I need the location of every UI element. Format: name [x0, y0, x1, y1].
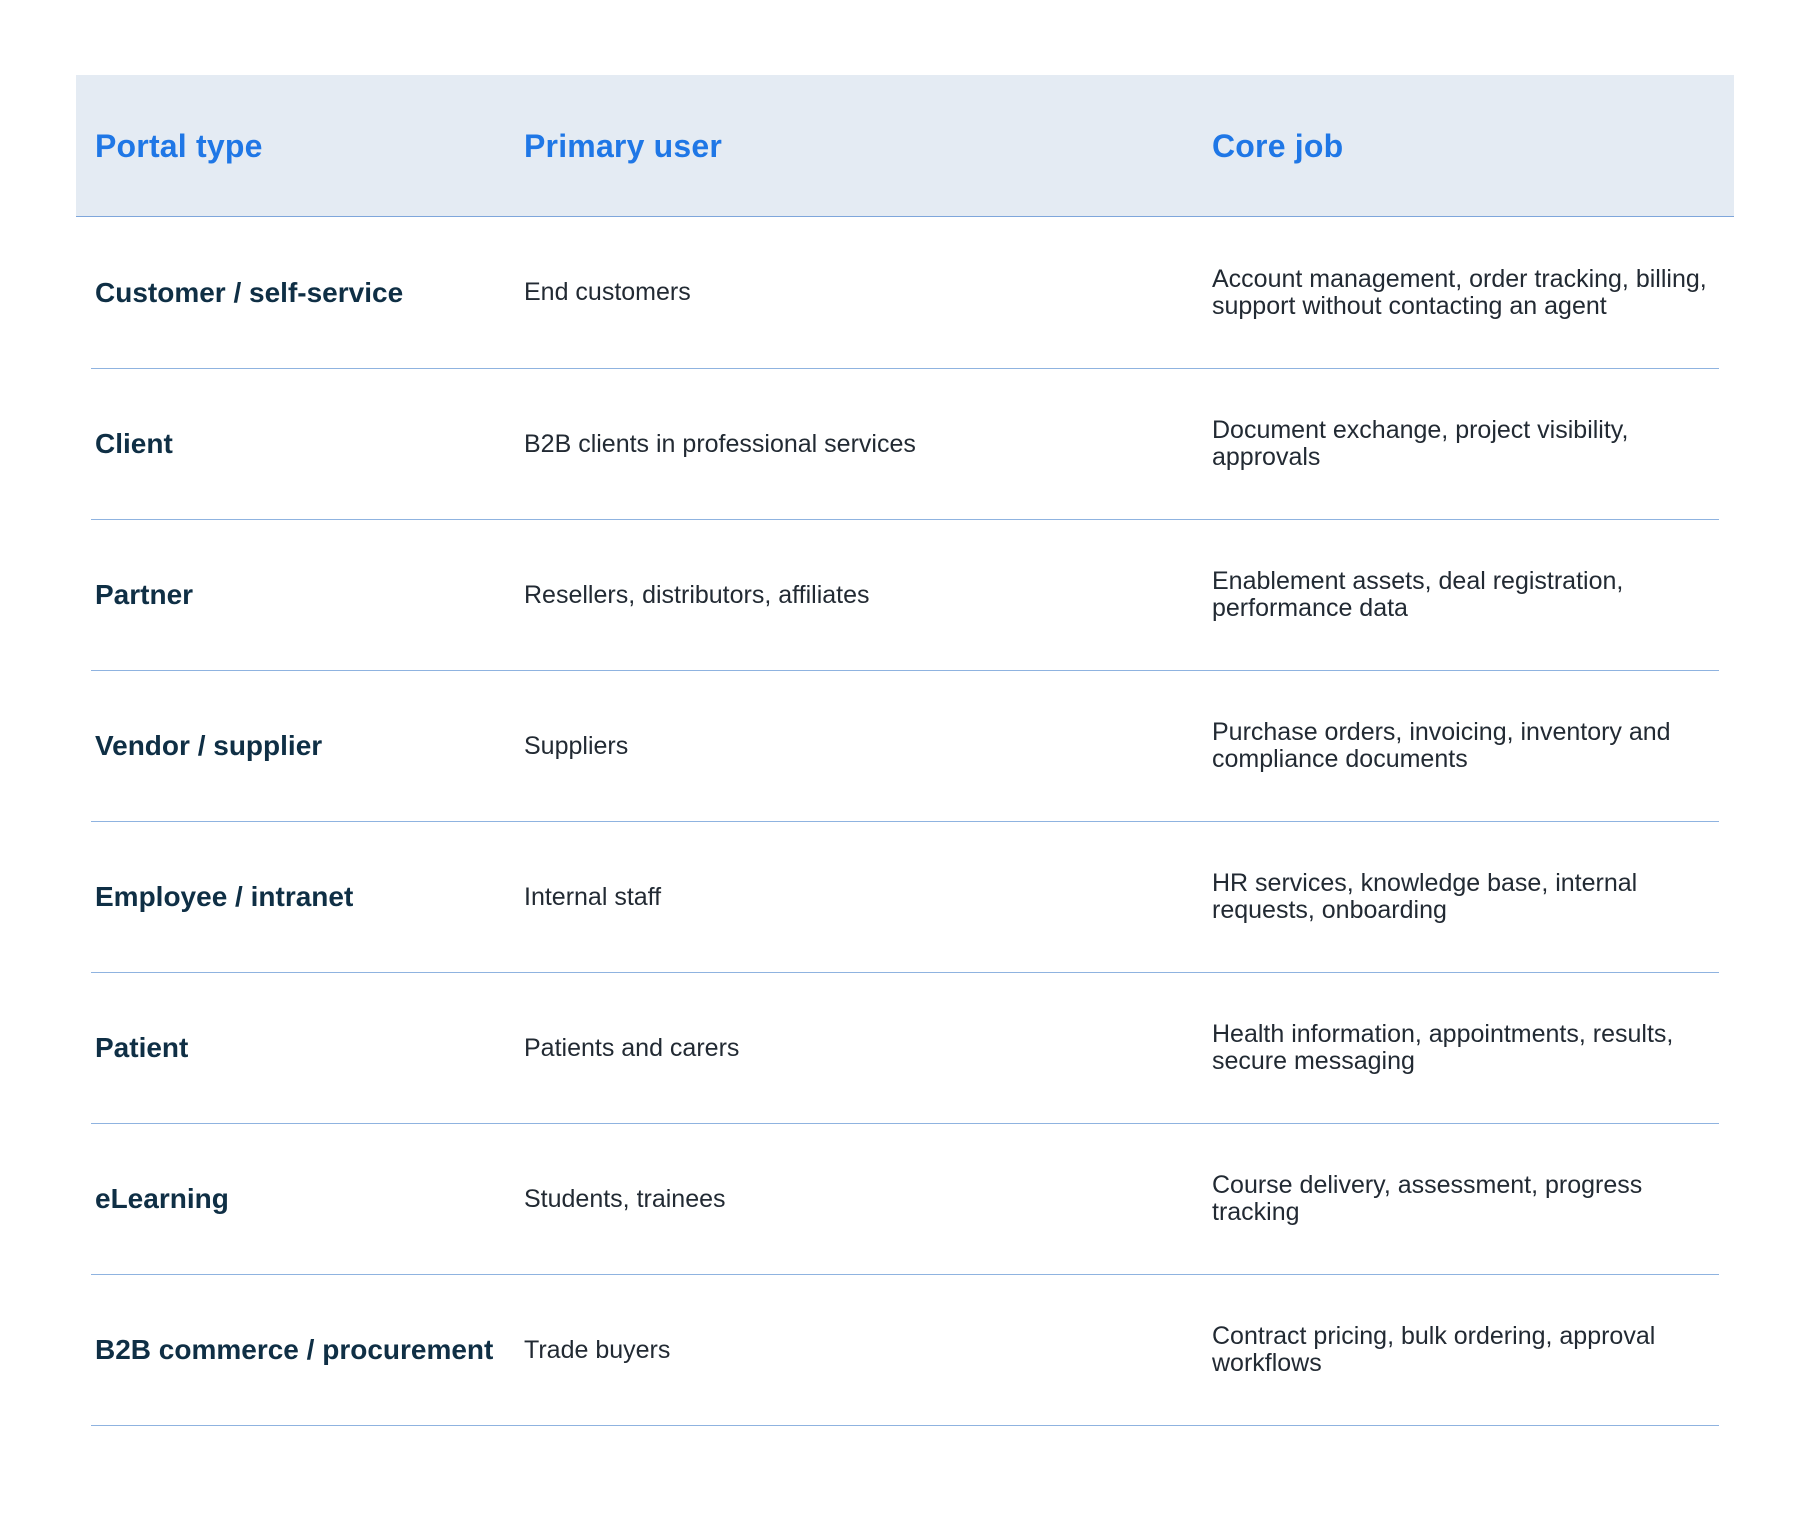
primary-user-cell: Resellers, distributors, affiliates	[524, 580, 870, 609]
table-row	[91, 1275, 1719, 1426]
table-header-row	[76, 75, 1734, 217]
table-row	[91, 217, 1719, 369]
core-job-cell: Contract pricing, bulk ordering, approval workflows	[1212, 1322, 1656, 1377]
primary-user-cell: End customers	[524, 278, 691, 306]
table-row	[91, 520, 1719, 671]
primary-user-cell: Internal staff	[524, 882, 662, 911]
portal-type-cell: B2B commerce / procurement	[95, 1334, 494, 1365]
portal-type-cell: eLearning	[95, 1183, 229, 1214]
primary-user-cell: Patients and carers	[524, 1033, 740, 1062]
core-job-cell: HR services, knowledge base, internal requests, onboarding	[1212, 869, 1638, 924]
table-row	[91, 973, 1719, 1124]
primary-user-cell: Trade buyers	[524, 1335, 671, 1364]
table-row	[91, 1124, 1719, 1275]
portal-type-cell: Patient	[95, 1032, 189, 1063]
core-job-cell: Health information, appointments, results, secure messaging	[1212, 1020, 1674, 1075]
core-job-cell: Account management, order tracking, billing, support without contacting an agent	[1212, 264, 1707, 320]
portal-type-cell: Client	[95, 428, 173, 459]
table-row	[91, 671, 1719, 822]
table-body	[91, 217, 1719, 1426]
core-job-cell: Purchase orders, invoicing, inventory and compliance documents	[1212, 718, 1671, 773]
header-primary-user: Primary user	[524, 127, 723, 164]
table-row	[91, 369, 1719, 520]
portal-types-table	[76, 75, 1734, 1426]
core-job-cell: Document exchange, project visibility, approvals	[1212, 416, 1629, 471]
header-core-job: Core job	[1212, 127, 1344, 164]
portal-type-cell: Employee / intranet	[95, 881, 354, 912]
portal-type-cell: Partner	[95, 579, 194, 610]
core-job-cell: Enablement assets, deal registration, performance data	[1212, 567, 1624, 622]
table-row	[91, 822, 1719, 973]
primary-user-cell: B2B clients in professional services	[524, 429, 916, 458]
primary-user-cell: Suppliers	[524, 731, 629, 760]
header-portal-type: Portal type	[95, 127, 263, 164]
primary-user-cell: Students, trainees	[524, 1184, 726, 1213]
core-job-cell: Course delivery, assessment, progress tracking	[1212, 1171, 1643, 1226]
portal-type-cell: Customer / self-service	[95, 276, 404, 308]
portal-type-cell: Vendor / supplier	[95, 730, 323, 761]
